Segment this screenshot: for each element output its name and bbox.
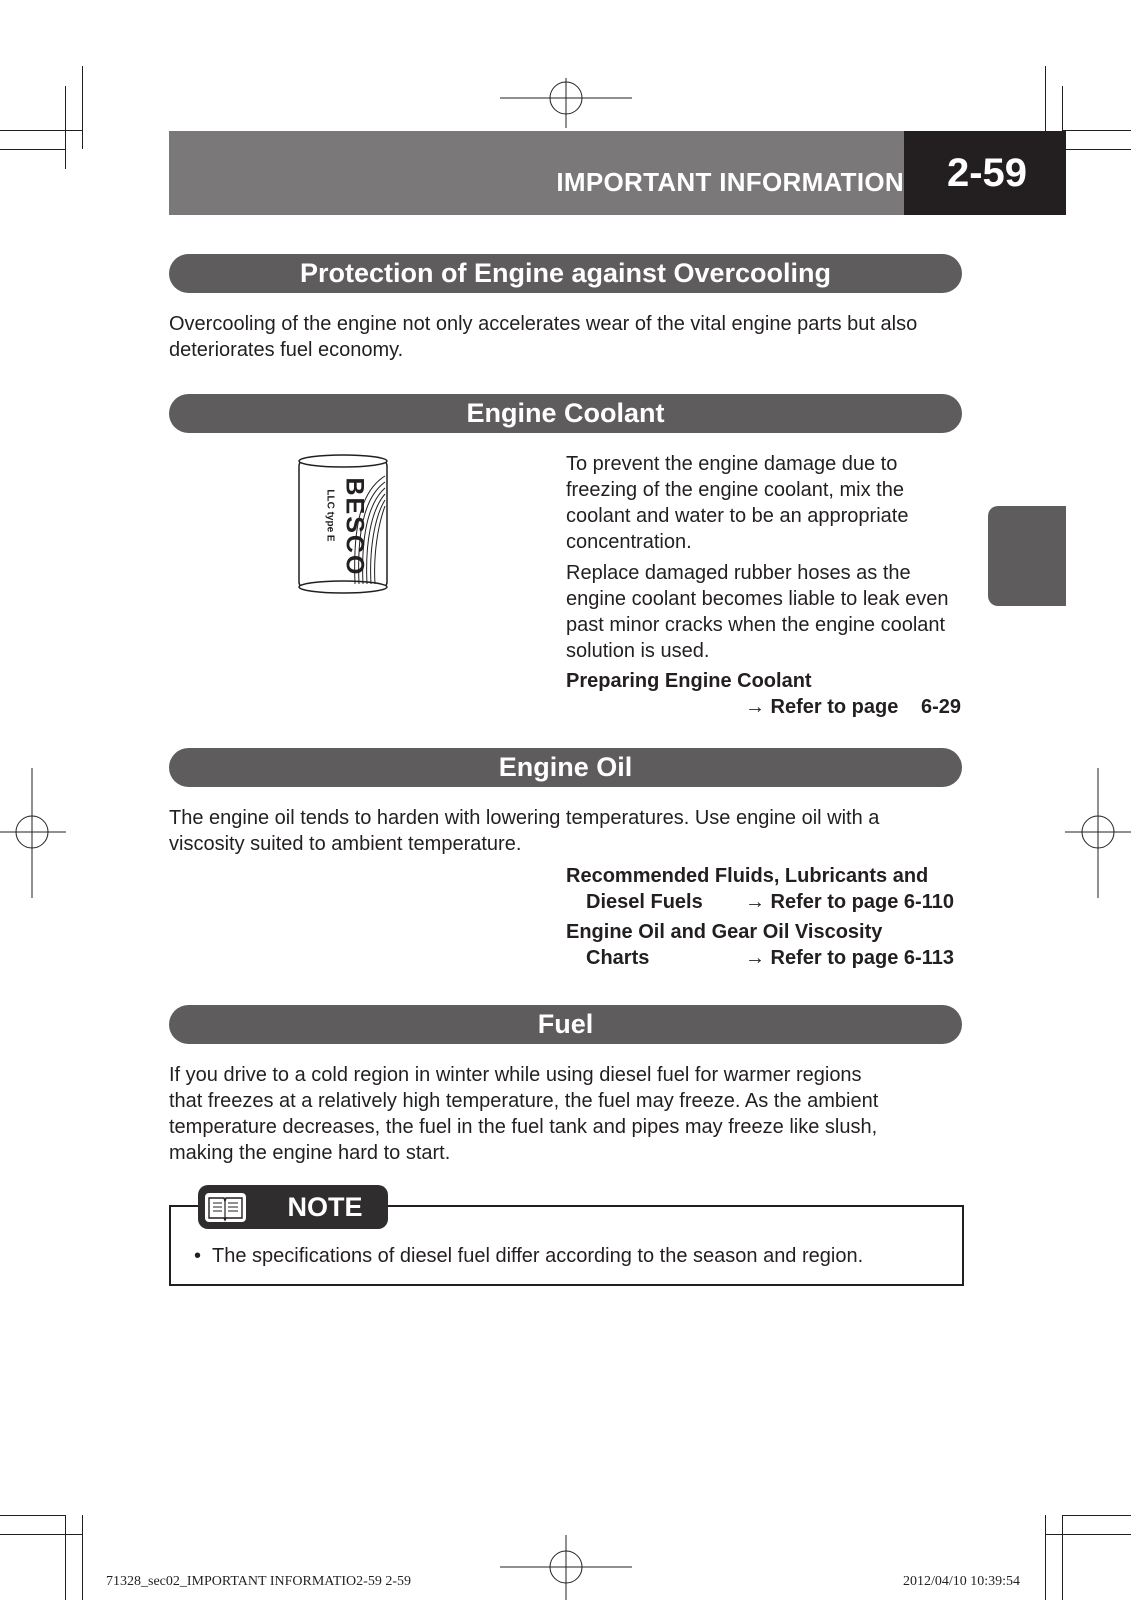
crop-mark xyxy=(1062,130,1131,131)
text-line: solution is used. xyxy=(566,640,710,662)
crop-mark xyxy=(0,1515,65,1516)
note-text: The specifications of diesel fuel differ according to the season and region. xyxy=(212,1245,864,1267)
oil-ref1-title-cont: Diesel Fuels xyxy=(586,891,703,913)
footer-slug: 71328_sec02_IMPORTANT INFORMATIO2-59 2-59 xyxy=(106,1574,411,1589)
text-line: viscosity suited to ambient temperature. xyxy=(169,833,522,855)
text-line: The engine oil tends to harden with lowering temperatures. Use engine oil with a xyxy=(169,807,880,829)
registration-mark-bottom xyxy=(500,1535,632,1600)
coolant-ref-link[interactable]: → Refer to page xyxy=(745,696,899,718)
crop-mark xyxy=(1045,1534,1131,1535)
text-line: temperature decreases, the fuel in the fuel tank and pipes may freeze like slush, xyxy=(169,1116,878,1138)
text-line: To prevent the engine damage due to xyxy=(566,453,898,475)
crop-mark xyxy=(0,149,65,150)
text-line: If you drive to a cold region in winter while using diesel fuel for warmer regions xyxy=(169,1064,862,1086)
oil-ref2-title-cont: Charts xyxy=(586,947,650,969)
oil-ref1-link[interactable]: → Refer to page 6-110 xyxy=(745,891,954,913)
text-line: Overcooling of the engine not only accelerates wear of the vital engine parts but also xyxy=(169,313,918,335)
crop-mark xyxy=(1045,1515,1046,1600)
crop-mark xyxy=(1062,1515,1131,1516)
coolant-can-illustration xyxy=(297,452,393,595)
text-line: Replace damaged rubber hoses as the xyxy=(566,562,911,584)
registration-mark-top xyxy=(500,78,632,128)
coolant-paragraph-1 xyxy=(566,451,908,555)
text-line: freezing of the engine coolant, mix the xyxy=(566,479,904,501)
text-line: past minor cracks when the engine coolant xyxy=(566,614,946,636)
coolant-ref-title: Preparing Engine Coolant xyxy=(566,670,812,692)
crop-mark xyxy=(0,130,82,131)
crop-mark xyxy=(82,1515,83,1600)
text-line: concentration. xyxy=(566,531,692,553)
oil-ref1-title: Recommended Fluids, Lubricants and xyxy=(566,865,929,887)
text-line: that freezes at a relatively high temperature, the fuel may freeze. As the ambient xyxy=(169,1090,879,1112)
can-sub-text: LLC type E xyxy=(324,489,336,542)
can-brand-text: BESCO xyxy=(340,477,369,577)
overcooling-paragraph xyxy=(169,311,917,363)
crop-mark xyxy=(82,66,83,149)
crop-mark xyxy=(0,1534,82,1535)
coolant-paragraph-2 xyxy=(566,560,948,664)
note-bullet: • xyxy=(194,1245,202,1267)
registration-mark-right xyxy=(1065,768,1131,898)
chapter-thumb-tab xyxy=(988,506,1066,606)
section-heading-engine-oil: Engine Oil xyxy=(169,748,962,787)
coolant-ref-page[interactable]: 6-29 xyxy=(921,696,962,718)
section-heading-fuel: Fuel xyxy=(169,1005,962,1044)
section-heading-overcooling: Protection of Engine against Overcooling xyxy=(169,254,962,293)
text-line: making the engine hard to start. xyxy=(169,1142,451,1164)
registration-mark-left xyxy=(0,768,66,898)
oil-paragraph xyxy=(169,805,879,857)
section-title: IMPORTANT INFORMATION xyxy=(556,167,904,197)
book-icon xyxy=(205,1193,246,1222)
crop-mark xyxy=(65,1515,66,1600)
text-line: coolant and water to be an appropriate xyxy=(566,505,909,527)
text-line: engine coolant becomes liable to leak even xyxy=(566,588,949,610)
fuel-paragraph xyxy=(169,1062,878,1166)
section-heading-engine-coolant: Engine Coolant xyxy=(169,394,962,433)
crop-mark xyxy=(65,86,66,169)
text-line: deteriorates fuel economy. xyxy=(169,339,404,361)
oil-ref2-link[interactable]: → Refer to page 6-113 xyxy=(745,947,954,969)
footer-timestamp: 2012/04/10 10:39:54 xyxy=(903,1574,1021,1589)
oil-ref2-title: Engine Oil and Gear Oil Viscosity xyxy=(566,921,883,943)
crop-mark xyxy=(1062,1515,1063,1600)
note-label: NOTE xyxy=(287,1192,363,1222)
page-number: 2-59 xyxy=(946,151,1028,195)
